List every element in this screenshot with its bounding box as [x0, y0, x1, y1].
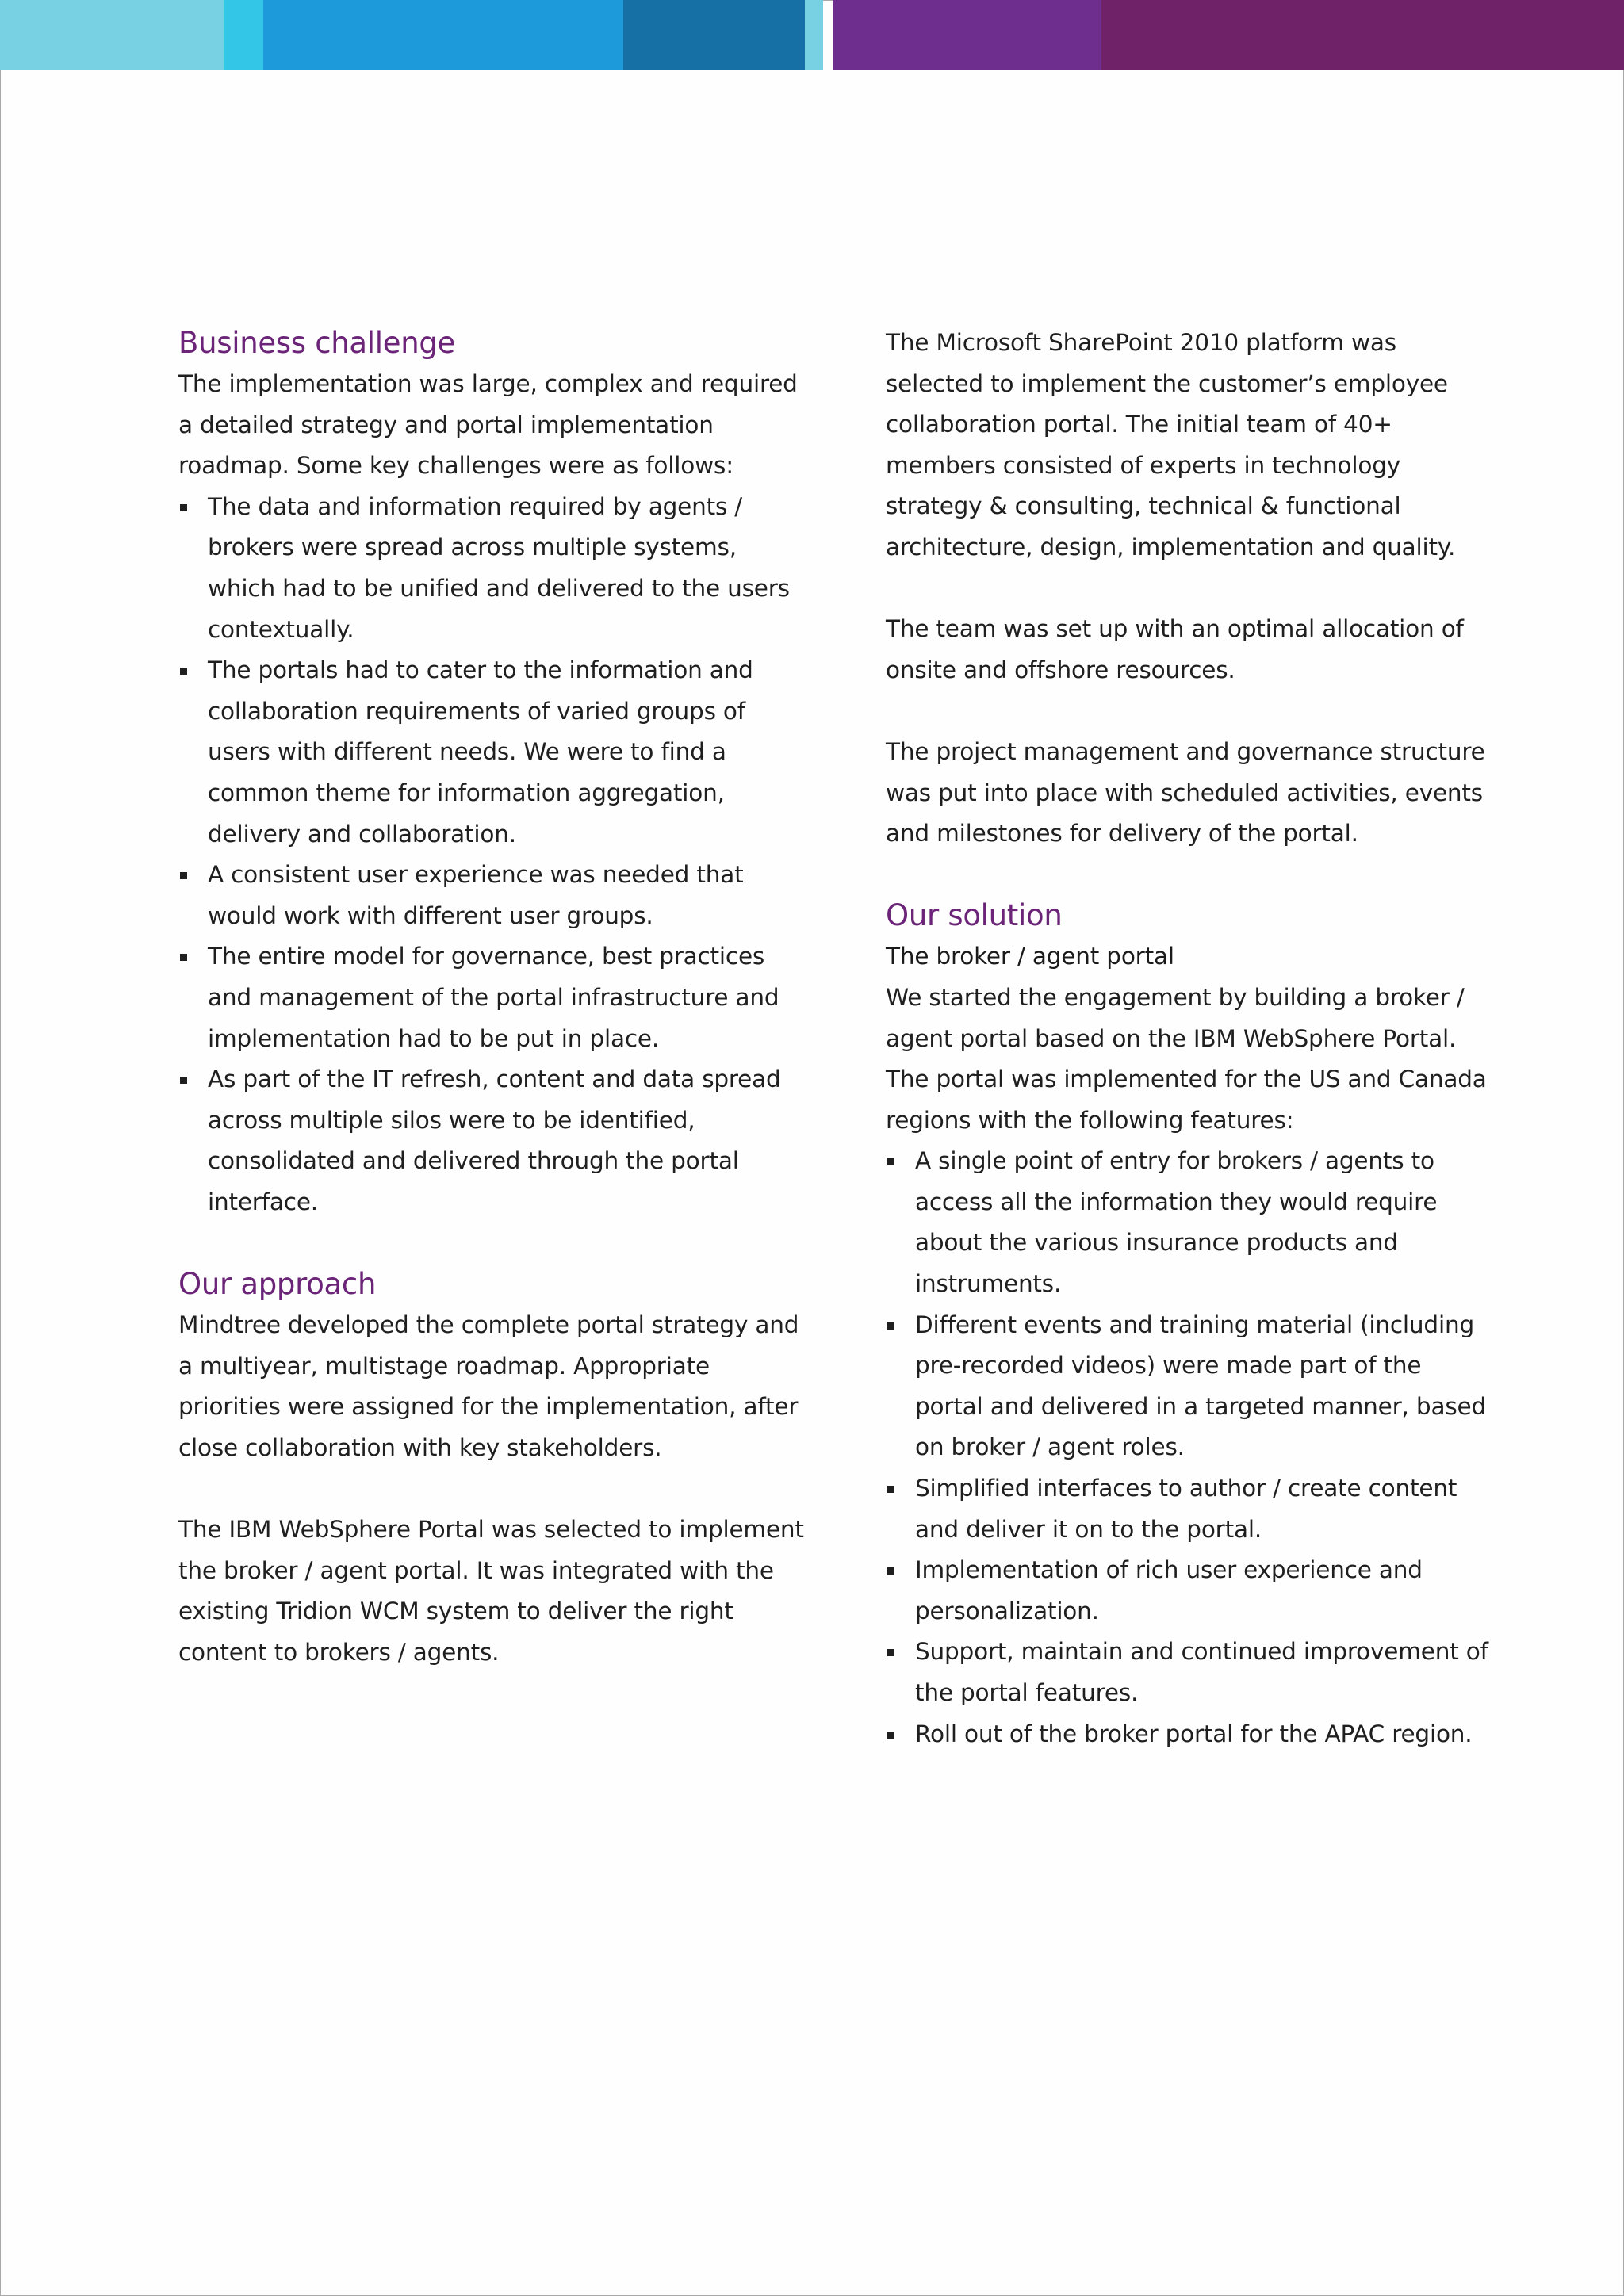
business-challenge-intro: The implementation was large, complex and required a detailed strategy and portal implementation roadmap. Some key challenges were as follows: — [178, 370, 798, 480]
band-segment-5 — [805, 0, 823, 70]
header-color-band — [0, 0, 1624, 70]
list-item: The portals had to cater to the information and collaboration requirements of varied groups of users with different needs. We were to find a common theme for information aggregation, delivery and collaboration. — [178, 650, 805, 855]
left-column — [178, 323, 805, 1673]
team-paragraph: The team was set up with an optimal allocation of onsite and offshore resources. — [886, 615, 1464, 683]
list-item: A consistent user experience was needed that would work with different user groups. — [178, 855, 805, 936]
bullet-square-icon — [180, 668, 187, 675]
business-challenge-heading: Business challenge — [178, 326, 456, 360]
right-column — [886, 323, 1496, 1755]
bullet-square-icon — [180, 1077, 187, 1084]
list-item: The data and information required by agents / brokers were spread across multiple systems, which had to be unified and delivered to the users contextually. — [178, 487, 805, 650]
our-approach-paragraph-2: The IBM WebSphere Portal was selected to implement the broker / agent portal. It was integrated with the existing Tridion WCM system to deliver the right content to brokers / agents. — [178, 1516, 804, 1666]
spacer — [178, 1223, 805, 1264]
bullet-square-icon — [180, 954, 187, 961]
band-segment-2 — [224, 0, 263, 70]
list-item: The entire model for governance, best practices and management of the portal infrastructure and implementation had to be put in place. — [178, 936, 805, 1059]
list-item: As part of the IT refresh, content and data spread across multiple silos were to be identified, consolidated and delivered through the portal interface. — [178, 1059, 805, 1223]
spacer — [178, 1468, 805, 1510]
governance-paragraph: The project management and governance structure was put into place with scheduled activities, events and milestones for delivery of the portal. — [886, 737, 1485, 848]
broker-portal-subheading: The broker / agent portal — [886, 943, 1174, 970]
bullet-square-icon — [180, 872, 187, 879]
band-segment-6 — [833, 0, 1101, 70]
list-item: Roll out of the broker portal for the APAC region. — [886, 1714, 1496, 1755]
list-item: A single point of entry for brokers / agents to access all the information they would require about the various insurance products and instruments. — [886, 1141, 1496, 1304]
band-segment-3 — [263, 0, 623, 70]
features-list — [886, 1141, 1496, 1755]
our-approach-paragraph-1: Mindtree developed the complete portal strategy and a multiyear, multistage roadmap. Appropriate priorities were assigned for the implementation, after close collaboration with key stakeholders. — [178, 1311, 799, 1461]
bullet-square-icon — [887, 1567, 894, 1575]
our-solution-intro: We started the engagement by building a broker / agent portal based on the IBM WebSphere Portal. The portal was implemented for the US and Canada regions with the following features: — [886, 983, 1487, 1134]
band-segment-7 — [1101, 0, 1624, 70]
spacer — [886, 691, 1496, 732]
bullet-square-icon — [887, 1322, 894, 1330]
bullet-square-icon — [180, 504, 187, 511]
list-item: Implementation of rich user experience and personalization. — [886, 1550, 1496, 1632]
list-item: Different events and training material (including pre-recorded videos) were made part of the portal and delivered in a targeted manner, based on broker / agent roles. — [886, 1305, 1496, 1468]
bullet-square-icon — [887, 1486, 894, 1493]
our-solution-heading: Our solution — [886, 898, 1063, 933]
band-segment-4 — [623, 0, 805, 70]
list-item: Simplified interfaces to author / create content and deliver it on to the portal. — [886, 1468, 1496, 1550]
list-item: Support, maintain and continued improvement of the portal features. — [886, 1632, 1496, 1713]
spacer — [886, 568, 1496, 610]
sharepoint-paragraph: The Microsoft SharePoint 2010 platform was selected to implement the customer’s employee collaboration portal. The initial team of 40+ members consisted of experts in technology strategy & consulting, technical & functional architecture, design, implementation and quality. — [886, 329, 1456, 561]
business-challenge-list — [178, 487, 805, 1223]
band-segment-1 — [0, 0, 224, 70]
our-approach-heading: Our approach — [178, 1267, 377, 1302]
bullet-square-icon — [887, 1649, 894, 1656]
bullet-square-icon — [887, 1732, 894, 1739]
spacer — [886, 855, 1496, 896]
bullet-square-icon — [887, 1158, 894, 1165]
